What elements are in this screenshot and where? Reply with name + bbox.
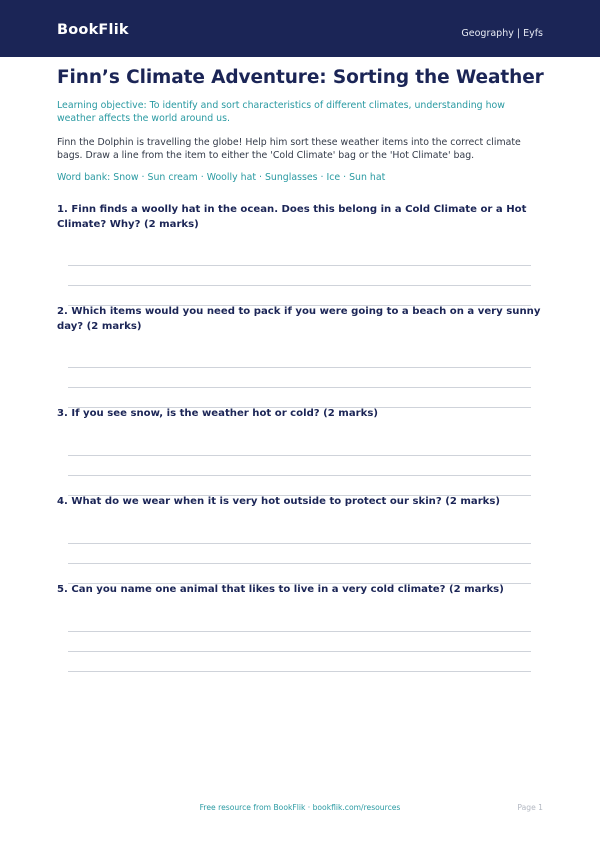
answer-line[interactable]: [68, 631, 531, 632]
brand-logo: BookFlik: [57, 22, 129, 38]
instructions: Finn the Dolphin is travelling the globe! Help him sort these weather items into the correct climate bags. Draw a line from the item to either the 'Cold Climate' bag or the 'Hot Climate' bag.: [57, 137, 521, 161]
question-text: 1. Finn finds a woolly hat in the ocean. Does this belong in a Cold Climate or a Hot Climate? Why? (2 marks): [57, 204, 527, 230]
answer-line[interactable]: [68, 475, 531, 476]
question-5: [57, 582, 543, 597]
footer-credit[interactable]: Free resource from BookFlik · bookflik.com/resources: [199, 803, 401, 812]
answer-line[interactable]: [68, 543, 531, 544]
answer-line[interactable]: [68, 367, 531, 368]
answer-line[interactable]: [68, 671, 531, 672]
answer-line[interactable]: [68, 265, 531, 266]
question-1: [57, 202, 543, 232]
answer-line[interactable]: [68, 455, 531, 456]
question-text: 4. What do we wear when it is very hot outside to protect our skin? (2 marks): [57, 496, 501, 507]
worksheet-title: Finn’s Climate Adventure: Sorting the Weather: [57, 67, 544, 88]
question-text: 2. Which items would you need to pack if you were going to a beach on a very sunny day? (2 marks): [57, 306, 541, 332]
question-text: 5. Can you name one animal that likes to live in a very cold climate? (2 marks): [57, 584, 504, 595]
answer-line[interactable]: [68, 285, 531, 286]
word-bank: Word bank: Snow · Sun cream · Woolly hat · Sunglasses · Ice · Sun hat: [57, 172, 386, 183]
question-2: [57, 304, 543, 334]
question-3: [57, 406, 543, 421]
page-number: Page 1: [517, 803, 543, 812]
answer-line[interactable]: [68, 563, 531, 564]
learning-objective: Learning objective: To identify and sort characteristics of different climates, understanding how weather affects the world around us.: [57, 100, 505, 124]
answer-line[interactable]: [68, 651, 531, 652]
answer-line[interactable]: [68, 387, 531, 388]
header-bar: [0, 0, 600, 57]
subject-label: Geography | Eyfs: [461, 28, 543, 39]
question-4: [57, 494, 543, 509]
question-text: 3. If you see snow, is the weather hot or cold? (2 marks): [57, 408, 378, 419]
